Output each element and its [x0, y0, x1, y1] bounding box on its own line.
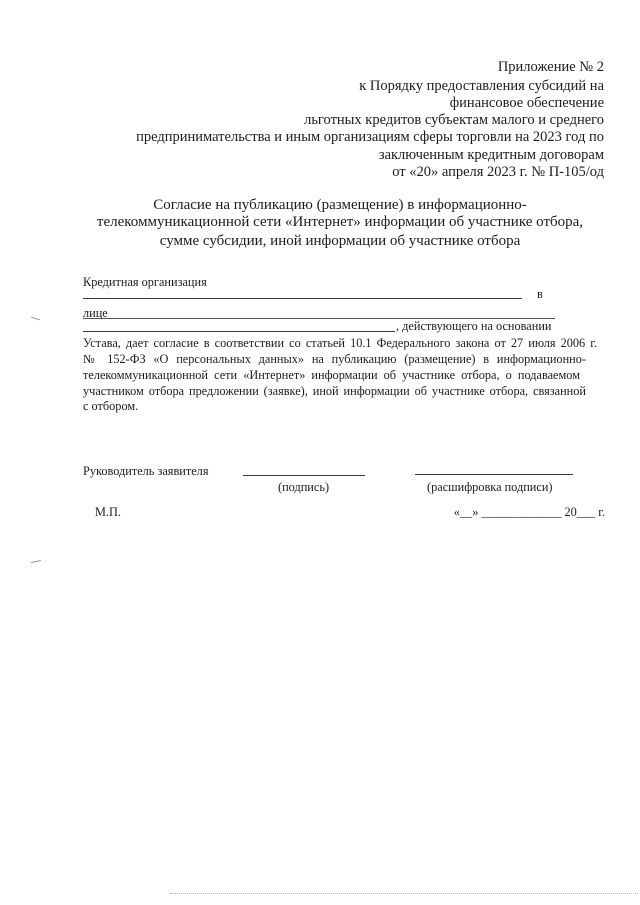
name-decoding-caption: (расшифровка подписи)	[427, 480, 553, 494]
consent-text-line: с отбором.	[83, 399, 139, 413]
consent-text-line: телекоммуникационной сети «Интернет» информации об участнике отбора, о подаваемом	[83, 368, 580, 382]
title-line: телекоммуникационной сети «Интернет» информации об участнике отбора,	[96, 214, 584, 230]
appendix-header-line: к Порядку предоставления субсидий на	[359, 78, 604, 94]
in-word: в	[537, 287, 543, 301]
consent-text-line: Устава, дает согласие в соответствии со статьей 10.1 Федерального закона от 27 июля 2006 г.	[83, 336, 597, 350]
appendix-header-line: предпринимательства и иным организациям сферы торговли на 2023 год по	[136, 129, 604, 145]
head-of-applicant-label: Руководитель заявителя	[83, 464, 209, 478]
appendix-header-line: льготных кредитов субъектам малого и среднего	[304, 112, 604, 128]
acting-basis-text: , действующего на основании	[396, 319, 552, 333]
position-blank-line	[83, 331, 395, 332]
person-label: лице	[83, 306, 108, 320]
appendix-header-line: заключенным кредитным договорам	[378, 147, 604, 163]
appendix-number: Приложение № 2	[497, 59, 604, 75]
consent-text-line: № 152-ФЗ «О персональных данных» на публикацию (размещение) в информационно-	[83, 352, 586, 366]
order-reference: от «20» апреля 2023 г. № П-105/од	[392, 164, 604, 180]
signature-blank-line	[243, 475, 365, 476]
date-line: «__» _____________ 20___ г.	[453, 505, 605, 519]
appendix-header-line: финансовое обеспечение	[449, 95, 604, 111]
title-line: сумме субсидии, иной информации об участнике отбора	[159, 233, 521, 249]
consent-text-line: участником отбора предложении (заявке), иной информации об участнике отбора, связанной	[83, 384, 586, 398]
scan-edge-dots	[170, 893, 638, 894]
stamp-place-label: М.П.	[95, 505, 121, 519]
org-name-blank-line	[83, 298, 522, 299]
scan-mark	[31, 317, 40, 321]
title-line: Согласие на публикацию (размещение) в информационно-	[153, 197, 527, 213]
name-decoding-blank-line	[415, 474, 573, 475]
scan-mark	[31, 560, 41, 563]
signature-caption: (подпись)	[278, 480, 330, 494]
org-label: Кредитная организация	[83, 275, 207, 289]
